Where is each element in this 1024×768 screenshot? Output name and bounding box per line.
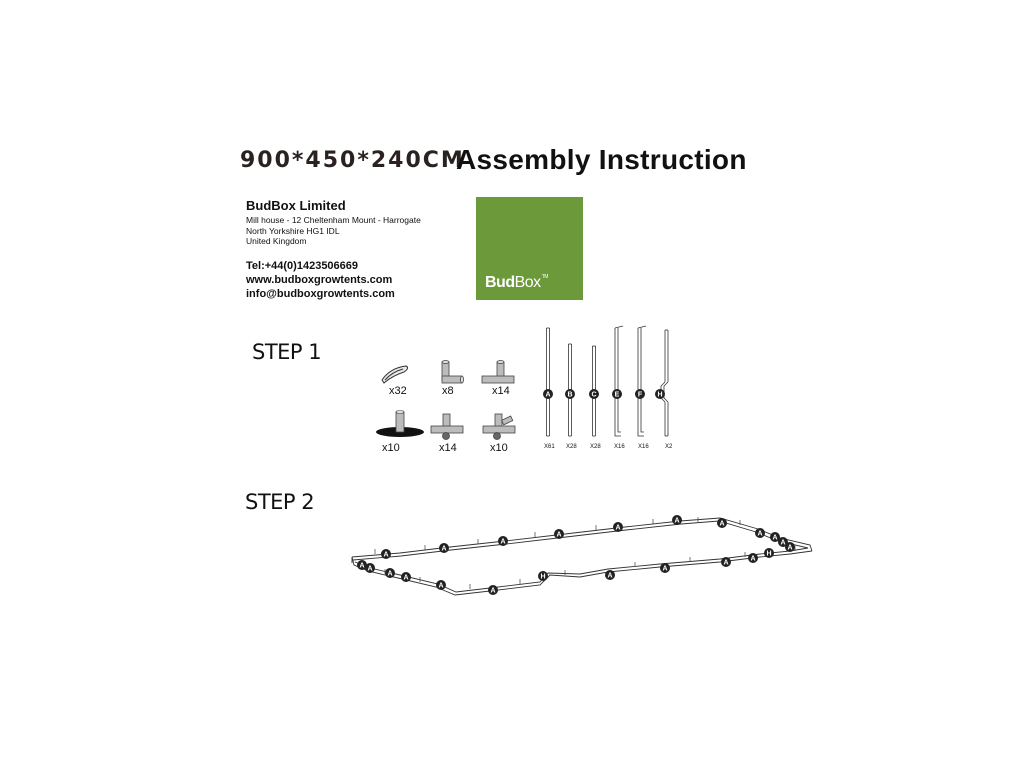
svg-text:A: A (556, 531, 562, 539)
company-phone: Tel:+44(0)1423506669 (246, 259, 359, 272)
svg-text:A: A (719, 520, 725, 528)
rod-f (638, 326, 646, 436)
svg-text:A: A (500, 538, 506, 546)
svg-text:A: A (438, 582, 444, 590)
foot-base-quantity: x10 (382, 442, 400, 454)
frame-label-marker (401, 572, 411, 582)
svg-text:A: A (367, 565, 373, 573)
rod-label-marker (635, 389, 645, 399)
svg-text:A: A (780, 539, 786, 547)
company-address-line: Mill house - 12 Cheltenham Mount - Harrogate (246, 215, 421, 225)
svg-text:C: C (591, 391, 597, 399)
assembly-instruction-title: Assembly Instruction (456, 144, 747, 175)
svg-text:A: A (662, 565, 668, 573)
rod-e (615, 326, 623, 436)
svg-text:A: A (383, 551, 389, 559)
frame-label-marker (357, 560, 367, 570)
rod-a-quantity: X61 (544, 444, 555, 450)
company-name: BudBox Limited (246, 198, 346, 213)
rod-h-quantity: X2 (665, 444, 673, 450)
rod-label-marker (655, 389, 665, 399)
svg-text:A: A (674, 517, 680, 525)
elbow-connector-icon (442, 361, 464, 384)
rod-parts (535, 322, 685, 442)
rod-b-quantity: X28 (566, 444, 577, 450)
company-address-line: United Kingdom (246, 236, 307, 246)
rod-e-quantity: X16 (614, 444, 625, 450)
frame-label-marker (439, 543, 449, 553)
frame-label-marker (498, 536, 508, 546)
frame-label-marker (672, 515, 682, 525)
frame-label-marker (381, 549, 391, 559)
svg-text:F: F (637, 391, 643, 399)
svg-text:A: A (723, 559, 729, 567)
rod-c-quantity: X28 (590, 444, 601, 450)
svg-text:H: H (657, 391, 663, 399)
four-way-connector-quantity: x14 (439, 442, 457, 454)
svg-text:H: H (766, 550, 772, 558)
frame-label-marker (436, 580, 446, 590)
rod-label-marker (543, 389, 553, 399)
rod-label-markers (543, 389, 665, 399)
svg-text:A: A (757, 530, 763, 538)
rod-h (661, 330, 668, 436)
rod-label-marker (612, 389, 622, 399)
company-address-line: North Yorkshire HG1 IDL (246, 225, 340, 236)
frame-label-marker (785, 542, 795, 552)
company-email: info@budboxgrowtents.com (246, 287, 395, 300)
svg-text:E: E (614, 391, 620, 399)
clip-icon (382, 366, 408, 383)
svg-text:A: A (403, 574, 409, 582)
frame-label-marker (538, 571, 548, 581)
step-2-heading: STEP 2 (245, 490, 315, 514)
frame-rails (352, 518, 812, 595)
elbow-connector-quantity: x8 (442, 385, 454, 397)
svg-text:A: A (359, 562, 365, 570)
t-connector-quantity: x14 (492, 385, 510, 397)
budbox-logo (476, 197, 583, 300)
frame-label-marker (748, 553, 758, 563)
frame-label-marker (660, 563, 670, 573)
frame-label-marker (721, 557, 731, 567)
svg-text:A: A (441, 545, 447, 553)
svg-text:A: A (615, 524, 621, 532)
rod-label-marker (565, 389, 575, 399)
five-way-connector-icon (483, 414, 515, 440)
svg-text:A: A (490, 587, 496, 595)
frame-label-marker (613, 522, 623, 532)
svg-text:H: H (540, 573, 546, 581)
logo-wordmark: BudBox™ (485, 274, 548, 291)
frame-label-marker (385, 568, 395, 578)
t-connector-icon (482, 361, 514, 384)
svg-text:A: A (787, 544, 793, 552)
rod-a (547, 328, 550, 436)
five-way-connector-quantity: x10 (490, 442, 508, 454)
frame-label-marker (764, 548, 774, 558)
frame-label-marker (717, 518, 727, 528)
svg-text:A: A (772, 534, 778, 542)
frame-label-marker (554, 529, 564, 539)
svg-text:B: B (567, 391, 573, 399)
frame-uprights (375, 517, 795, 589)
svg-text:A: A (545, 391, 551, 399)
svg-text:A: A (607, 572, 613, 580)
four-way-connector-icon (431, 414, 463, 440)
frame-label-marker (605, 570, 615, 580)
base-frame-diagram (340, 505, 830, 605)
frame-label-marker (488, 585, 498, 595)
frame-label-marker (755, 528, 765, 538)
rod-label-marker (589, 389, 599, 399)
company-info (246, 199, 421, 301)
frame-labels (357, 515, 795, 595)
rod-f-quantity: X16 (638, 444, 649, 450)
step-1-heading: STEP 1 (252, 340, 322, 364)
foot-base-icon (376, 411, 424, 438)
tent-size-title: 900*450*240CM (240, 148, 465, 173)
clip-quantity: x32 (389, 385, 407, 397)
svg-text:A: A (750, 555, 756, 563)
company-website: www.budboxgrowtents.com (246, 273, 393, 286)
svg-text:A: A (387, 570, 393, 578)
